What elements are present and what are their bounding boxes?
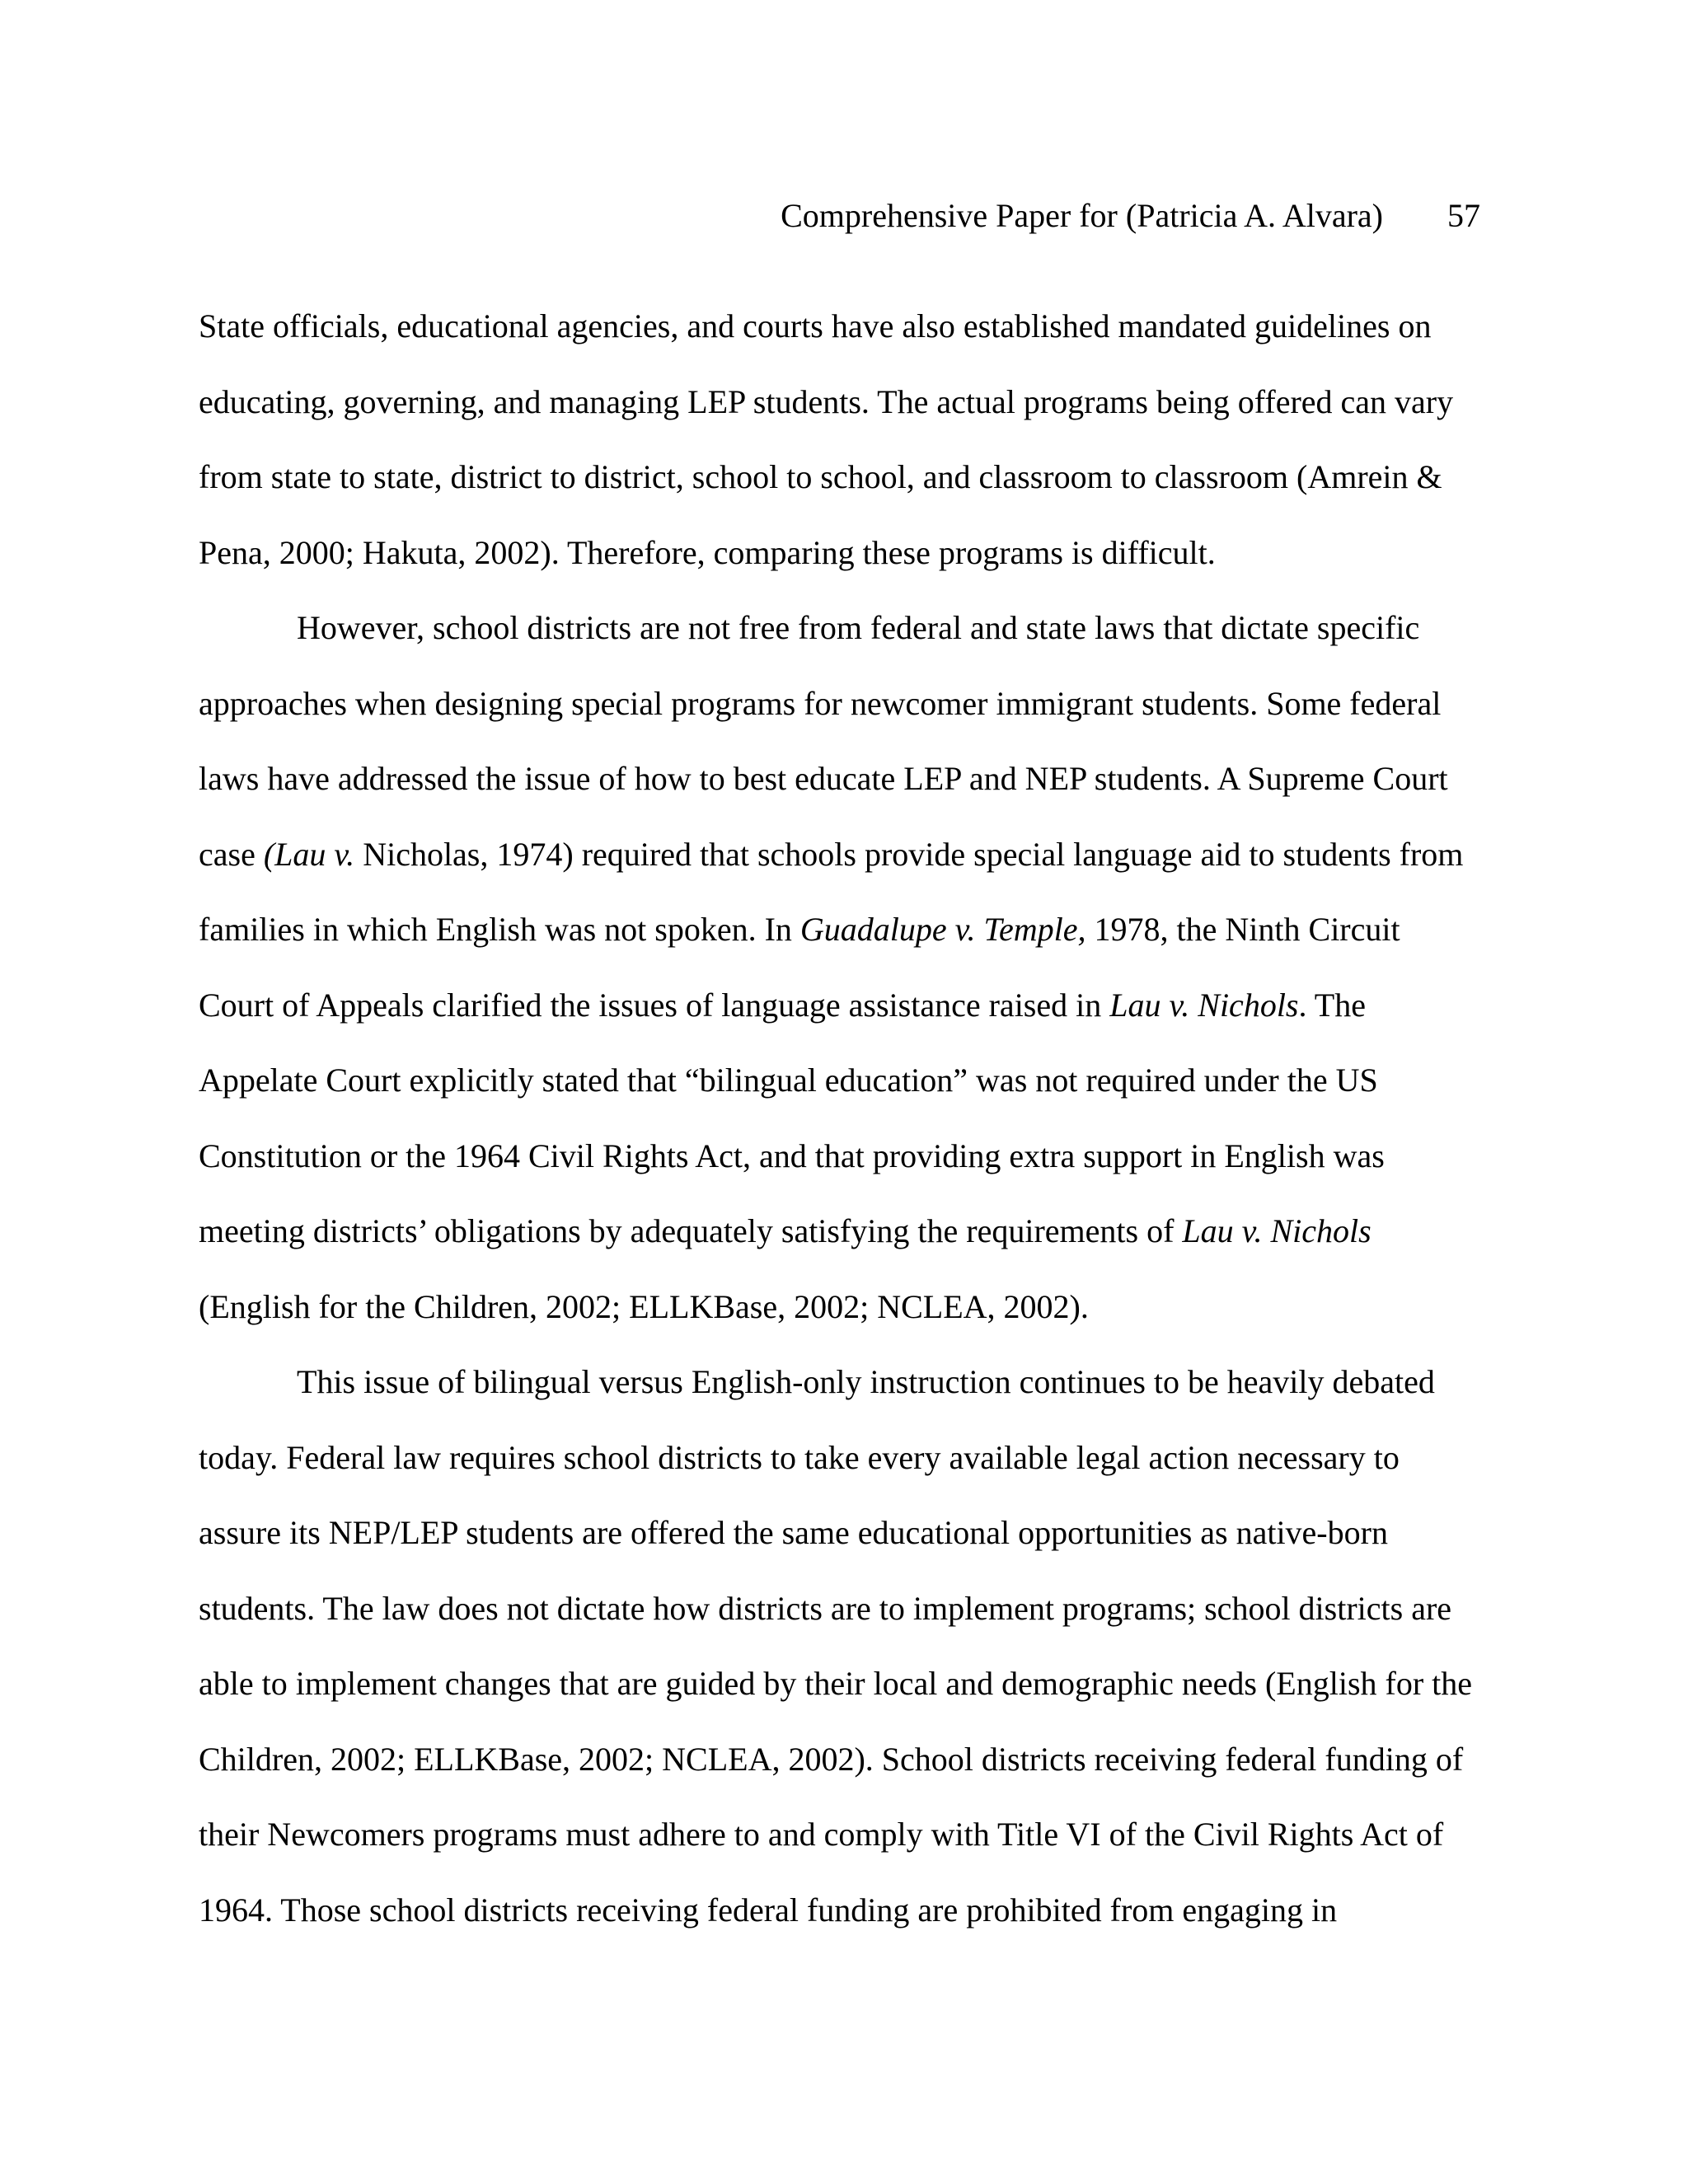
text-line (199, 817, 1501, 893)
text-run: . The (1298, 986, 1366, 1024)
text-run: 1964. Those school districts receiving federal funding are prohibited from engaging in (199, 1891, 1338, 1929)
text-run: State officials, educational agencies, and courts have also established mandated guidelines on (199, 307, 1432, 344)
text-line (199, 1495, 1501, 1571)
text-line (199, 1193, 1501, 1269)
running-head: Comprehensive Paper for (Patricia A. Alvara) (781, 197, 1383, 234)
text-run: from state to state, district to district, school to school, and classroom to classroom (Amrein & (199, 458, 1442, 495)
paragraph-3 (199, 1344, 1501, 1947)
text-line (199, 1118, 1501, 1194)
page-header (781, 191, 1480, 241)
text-line (199, 1571, 1501, 1647)
text-run: Court of Appeals clarified the issues of language assistance raised in (199, 986, 1110, 1024)
text-run: This issue of bilingual versus English-only instruction continues to be heavily debated (297, 1363, 1435, 1400)
text-run: today. Federal law requires school districts to take every available legal action necessary to (199, 1438, 1400, 1476)
text-run: families in which English was not spoken. In (199, 911, 800, 948)
body-text (199, 288, 1501, 1947)
text-run: assure its NEP/LEP students are offered the same educational opportunities as native-born (199, 1514, 1388, 1551)
text-run: meeting districts’ obligations by adequately satisfying the requirements of (199, 1212, 1183, 1249)
text-line (199, 1344, 1501, 1420)
text-run: approaches when designing special programs for newcomer immigrant students. Some federal (199, 684, 1442, 722)
text-line (199, 1043, 1501, 1118)
text-run: However, school districts are not free from federal and state laws that dictate specific (297, 609, 1420, 646)
text-run: 1978, the Ninth Circuit (1085, 911, 1400, 948)
case-citation: Lau v. Nichols (1109, 986, 1299, 1024)
text-line (199, 666, 1501, 742)
text-run: Children, 2002; ELLKBase, 2002; NCLEA, 2002). School districts receiving federal funding of (199, 1740, 1464, 1778)
text-run: laws have addressed the issue of how to best educate LEP and NEP students. A Supreme Court (199, 760, 1448, 797)
text-run: able to implement changes that are guided by their local and demographic needs (English for the (199, 1665, 1473, 1702)
text-run: Nicholas, 1974) required that schools provide special language aid to students from (354, 835, 1464, 873)
text-line (199, 741, 1501, 817)
text-run: educating, governing, and managing LEP students. The actual programs being offered can vary (199, 382, 1454, 420)
text-line (199, 590, 1501, 666)
paragraph-1 (199, 288, 1501, 590)
text-run: Appelate Court explicitly stated that “bilingual education” was not required under the US (199, 1062, 1378, 1099)
text-run: Constitution or the 1964 Civil Rights Act, and that providing extra support in English was (199, 1137, 1385, 1174)
page-number: 57 (1447, 197, 1480, 234)
text-line (199, 968, 1501, 1043)
text-line (199, 1420, 1501, 1496)
case-citation: Lau v. Nichols (1182, 1212, 1372, 1249)
text-line (199, 1872, 1501, 1948)
text-run: students. The law does not dictate how districts are to implement programs; school districts are (199, 1589, 1452, 1627)
text-run: (English for the Children, 2002; ELLKBase, 2002; NCLEA, 2002). (199, 1287, 1089, 1325)
case-citation: Guadalupe v. Temple, (799, 911, 1086, 948)
text-line (199, 1269, 1501, 1345)
paragraph-2 (199, 590, 1501, 1344)
text-line (199, 892, 1501, 968)
text-line (199, 364, 1501, 440)
text-line (199, 288, 1501, 364)
text-line (199, 1646, 1501, 1722)
text-run: Pena, 2000; Hakuta, 2002). Therefore, comparing these programs is difficult. (199, 533, 1216, 571)
text-run: their Newcomers programs must adhere to and comply with Title VI of the Civil Rights Act of (199, 1816, 1444, 1853)
case-citation: (Lau v. (263, 835, 355, 873)
text-line (199, 1797, 1501, 1872)
text-line (199, 439, 1501, 515)
text-line (199, 1722, 1501, 1797)
text-run: case (199, 835, 264, 873)
text-line (199, 515, 1501, 591)
